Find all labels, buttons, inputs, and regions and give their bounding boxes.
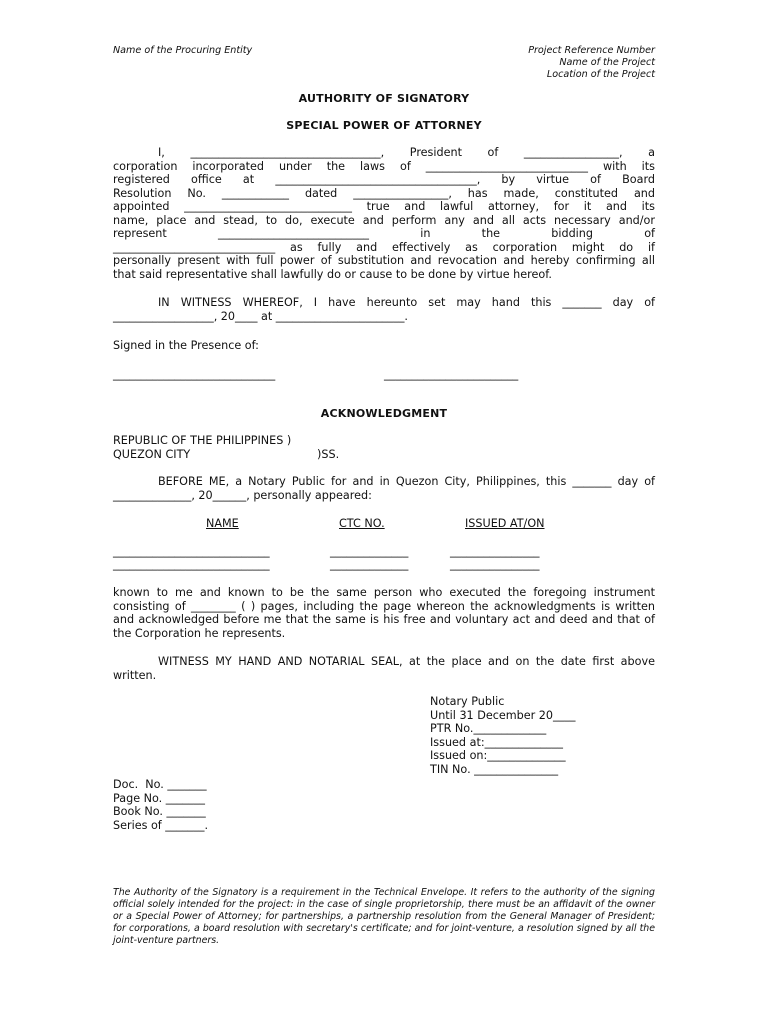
paragraph-line: appointed ______________________________ true and lawful attorney, for it and its (113, 200, 655, 213)
project-info-header (420, 45, 655, 81)
paragraph-line: the Corporation he represents. (113, 626, 286, 640)
paragraph-line: name, place and stead, to do, execute and perform any and all acts necessary and/or (113, 213, 655, 227)
paragraph-line: and acknowledged before me that the same is his free and voluntary act and deed and that of (113, 613, 655, 626)
notary-block (430, 695, 655, 776)
footnote: The Authority of the Signatory is a requirement in the Technical Envelope. It refers to the authority of the signing official solely intended for the project: in the case of single proprietorship, there must be an affidavit of the owner or a Special Power of Attorney; for partnerships, a partnership resolution from the General Manager of President; for corporations, a board resolution with secretary's certificate; and for joint-venture, a resolution signed by all the joint-venture partners. (113, 887, 655, 946)
column-header-ctc: CTC NO. (339, 517, 385, 530)
name-line: ____________________________ (113, 545, 270, 558)
paragraph-line: ______________, 20______, personally appeared: (113, 488, 372, 502)
paragraph-line: known to me and known to be the same person who executed the foregoing instrument (113, 586, 655, 599)
issued-line: ________________ (450, 545, 540, 558)
main-title: AUTHORITY OF SIGNATORY (298, 92, 470, 105)
paragraph-line: registered office at ____________________________________, by virtue of Board (113, 173, 655, 186)
ctc-line: ______________ (330, 545, 409, 558)
paragraph-line: Resolution No. ____________ dated _________________, has made, constituted and (113, 186, 655, 200)
issued-line: ________________ (450, 558, 540, 571)
paragraph-line: represent ___________________________ in the bidding of (113, 227, 655, 240)
power-of-attorney-paragraph (113, 146, 655, 281)
paragraph-line: personally present with full power of substitution and revocation and hereby confirming all (113, 254, 655, 267)
paragraph-line: I, __________________________________, President of _________________, a (158, 146, 655, 159)
project-reference-label: Project Reference Number (528, 45, 655, 56)
paragraph-line: _____________________________ as fully and effectively as corporation might do if (113, 240, 655, 254)
procuring-entity-label: Name of the Procuring Entity (113, 45, 253, 56)
ctc-line: ______________ (330, 558, 409, 571)
paragraph-line: WITNESS MY HAND AND NOTARIAL SEAL, at the place and on the date first above (158, 655, 655, 668)
sub-title: SPECIAL POWER OF ATTORNEY (286, 119, 482, 132)
known-paragraph (113, 586, 655, 640)
paragraph-line: __________________, 20____ at _______________________. (113, 309, 408, 323)
witness-paragraph (113, 296, 655, 323)
republic-label: REPUBLIC OF THE PHILIPPINES ) (113, 434, 292, 447)
paragraph-line: IN WITNESS WHEREOF, I have hereunto set may hand this _______ day of (158, 296, 655, 309)
book-number-line: Book No. _______ (113, 805, 206, 818)
signed-presence-label: Signed in the Presence of: (113, 339, 259, 352)
project-location-label: Location of the Project (546, 69, 655, 80)
notary-line: Notary Public (430, 695, 505, 708)
doc-number-block (113, 778, 313, 832)
notary-line: Until 31 December 20____ (430, 708, 576, 722)
notary-line: Issued at:______________ (430, 735, 563, 749)
acknowledgment-title: ACKNOWLEDGMENT (320, 407, 448, 420)
notary-line: TIN No. _______________ (430, 762, 559, 776)
column-header-name: NAME (206, 517, 239, 530)
notarial-seal-paragraph (113, 655, 655, 682)
witness-signature-line-2: ________________________ (384, 368, 519, 381)
city-label: QUEZON CITY (113, 448, 191, 461)
paragraph-line: that said representative shall lawfully do or cause to be done by virtue hereof. (113, 267, 552, 281)
paragraph-line: corporation incorporated under the laws of _____________________________ with its (113, 159, 655, 173)
paragraph-line: written. (113, 668, 157, 682)
column-header-issued: ISSUED AT/ON (465, 517, 545, 530)
project-name-label: Name of the Project (559, 57, 655, 68)
page-number-line: Page No. _______ (113, 791, 205, 805)
paragraph-line: consisting of ________ ( ) pages, including the page whereon the acknowledgments is written (113, 599, 655, 613)
witness-signature-line-1: _____________________________ (113, 368, 276, 381)
name-line: ____________________________ (113, 558, 270, 571)
notary-line: PTR No._____________ (430, 722, 547, 735)
paragraph-line: BEFORE ME, a Notary Public for and in Quezon City, Philippines, this _______ day of (158, 475, 655, 488)
series-line: Series of _______. (113, 818, 209, 832)
before-me-paragraph (113, 475, 655, 502)
doc-number-line: Doc. No. _______ (113, 778, 207, 791)
ss-label: )SS. (317, 448, 340, 461)
notary-line: Issued on:______________ (430, 749, 566, 762)
